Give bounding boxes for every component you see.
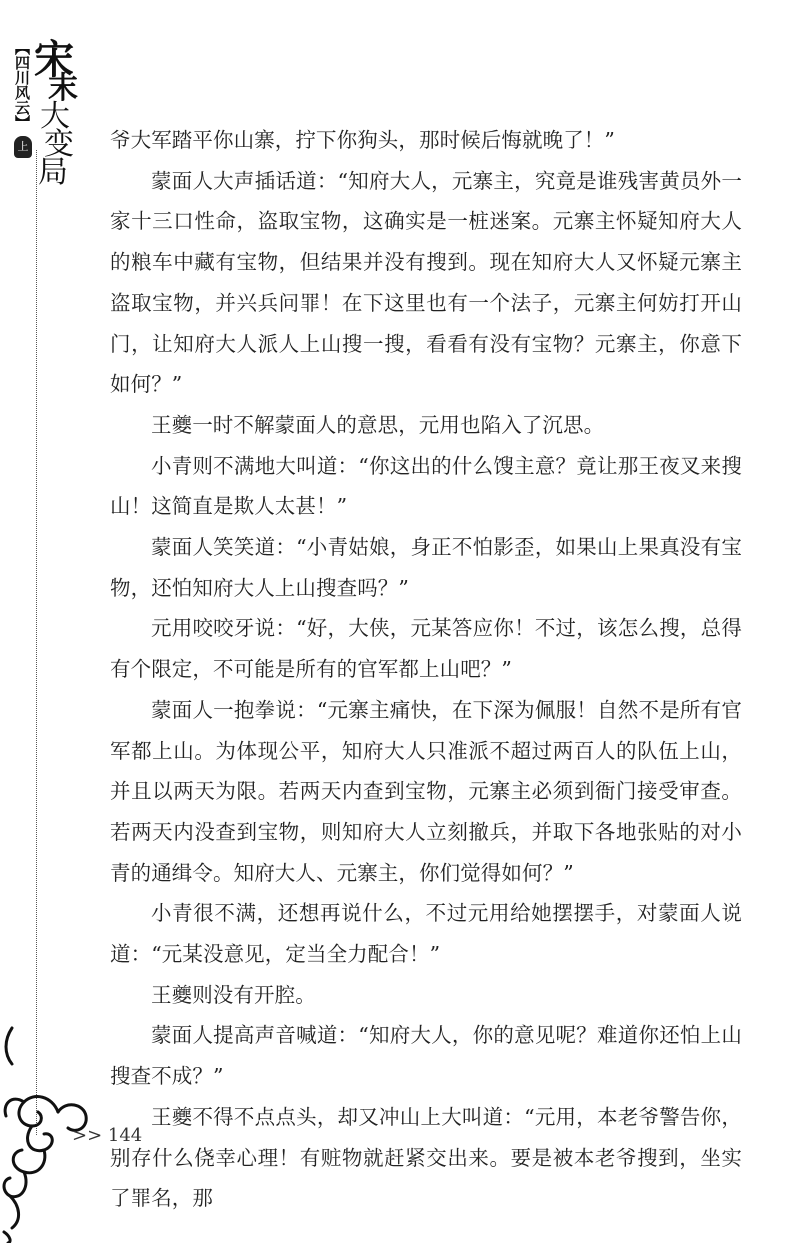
book-title-char: 大 xyxy=(40,99,70,134)
book-title-char: 末 xyxy=(48,71,78,106)
paragraph: 元用咬咬牙说：“好，大侠，元某答应你！不过，该怎么搜，总得有个限定，不可能是所有的官军都上山吧？” xyxy=(110,616,742,682)
page-body xyxy=(110,120,742,1219)
paragraph: 王夔一时不解蒙面人的意思，元用也陷入了沉思。 xyxy=(151,412,605,437)
paragraph: 爷大军踏平你山寨，拧下你狗头，那时候后悔就晚了！” xyxy=(110,128,615,152)
book-title xyxy=(34,36,78,190)
book-title-char: 宋 xyxy=(34,36,74,83)
paragraph: 小青则不满地大叫道：“你这出的什么馊主意？竟让那王夜叉来搜山！这简直是欺人太甚！” xyxy=(110,453,742,519)
volume-badge: 上 xyxy=(14,136,32,158)
paragraph: 蒙面人一抱拳说：“元寨主痛快，在下深为佩服！自然不是所有官军都上山。为体现公平，知府大人只准派不超过两百人的队伍上山，并且以两天为限。若两天内查到宝物，元寨主必须到衙门接受审查。若两天内没查到宝物，则知府大人立刻撤兵，并取下各地张贴的对小青的通缉令。知府大人、元寨主，你们觉得如何？” xyxy=(110,697,742,885)
page-number: >> 144 xyxy=(72,1125,143,1146)
paragraph: 王夔不得不点点头，却又冲山上大叫道：“元用，本老爷警告你，别存什么侥幸心理！有赃物就赶紧交出来。要是被本老爷搜到，坐实了罪名，那 xyxy=(110,1104,742,1211)
paragraph: 蒙面人提高声音喊道：“知府大人，你的意见呢？难道你还怕上山搜查不成？” xyxy=(110,1023,742,1089)
paragraph: 小青很不满，还想再说什么，不过元用给她摆摆手，对蒙面人说道：“元某没意见，定当全力配合！” xyxy=(110,901,742,967)
series-tag: 【四川风云】 xyxy=(13,40,31,130)
paragraph: 蒙面人笑笑道：“小青姑娘，身正不怕影歪，如果山上果真没有宝物，还怕知府大人上山搜查吗？” xyxy=(110,535,742,600)
paragraph: 蒙面人大声插话道：“知府大人，元寨主，究竟是谁残害黄员外一家十三口性命，盗取宝物，这确实是一桩迷案。元寨主怀疑知府大人的粮车中藏有宝物，但结果并没有搜到。现在知府大人又怀疑元寨主盗取宝物，并兴兵问罪！在下这里也有一个法子，元寨主何妨打开山门，让知府大人派人上山搜一搜，看看有没有宝物？元寨主，你意下如何？” xyxy=(110,168,742,397)
book-title-char: 局 xyxy=(38,155,68,190)
paragraph: 王夔则没有开腔。 xyxy=(151,982,316,1007)
book-title-char: 变 xyxy=(44,127,74,162)
margin-dotted-line xyxy=(36,150,37,1135)
